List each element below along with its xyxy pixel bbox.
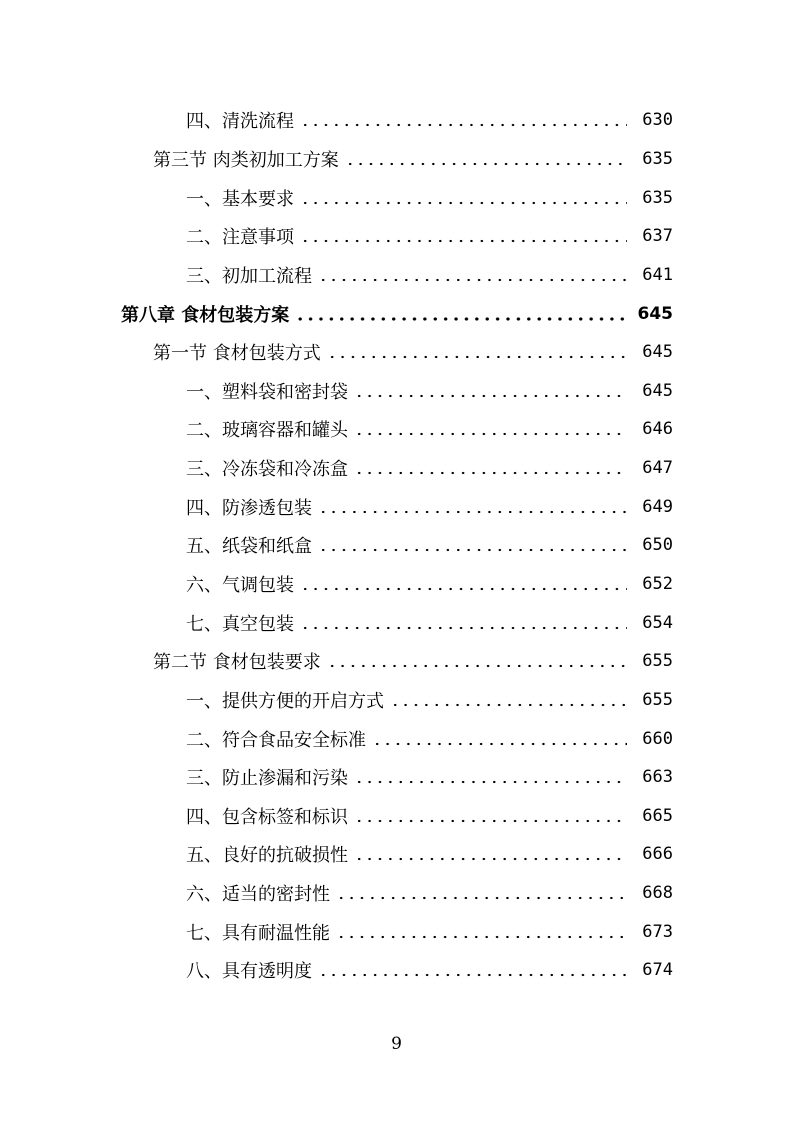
toc-chapter-entry[interactable] xyxy=(0,294,793,333)
toc-entry-title: 一、提供方便的开启方式 xyxy=(186,690,384,712)
toc-entry-page: 674 xyxy=(642,960,673,981)
toc-entry-title: 一、塑料袋和密封袋 xyxy=(186,381,348,403)
toc-entry-title: 三、冷冻袋和冷冻盒 xyxy=(186,459,348,481)
toc-entry-page: 668 xyxy=(642,883,673,904)
toc-dot-leader xyxy=(354,768,627,786)
toc-dot-leader xyxy=(318,498,627,516)
toc-entry[interactable] xyxy=(0,487,793,526)
toc-entry[interactable] xyxy=(0,681,793,720)
page-number: 9 xyxy=(391,1034,402,1054)
toc-entry[interactable] xyxy=(0,912,793,951)
toc-entry-title: 第一节 食材包装方式 xyxy=(153,343,321,365)
toc-entry[interactable] xyxy=(0,874,793,913)
toc-dot-leader xyxy=(300,189,627,207)
toc-entry-title: 第三节 肉类初加工方案 xyxy=(153,149,339,171)
toc-dot-leader xyxy=(345,150,627,168)
toc-entry[interactable] xyxy=(0,565,793,604)
toc-entry-title: 第二节 食材包装要求 xyxy=(153,652,321,674)
toc-entry-title: 第八章 食材包装方案 xyxy=(121,304,290,326)
toc-entry[interactable] xyxy=(0,101,793,140)
toc-entry[interactable] xyxy=(0,371,793,410)
toc-entry-title: 六、气调包装 xyxy=(186,575,294,596)
toc-dot-leader xyxy=(354,459,627,477)
toc-dot-leader xyxy=(336,884,627,902)
toc-dot-leader xyxy=(318,536,627,554)
toc-entry-page: 673 xyxy=(642,921,673,942)
toc-entry-page: 666 xyxy=(642,844,673,865)
toc-entry-page: 645 xyxy=(642,342,673,363)
toc-dot-leader xyxy=(336,923,627,941)
toc-dot-leader xyxy=(300,111,627,129)
toc-entry[interactable] xyxy=(0,835,793,874)
toc-entry-title: 三、初加工流程 xyxy=(186,265,312,287)
toc-entry-title: 二、玻璃容器和罐头 xyxy=(186,420,348,442)
toc-entry-title: 六、适当的密封性 xyxy=(186,884,330,906)
toc-entry-title: 四、包含标签和标识 xyxy=(186,806,348,828)
toc-entry[interactable] xyxy=(0,410,793,449)
toc-entry-title: 一、基本要求 xyxy=(186,188,294,210)
toc-dot-leader xyxy=(354,420,627,438)
toc-dot-leader xyxy=(372,730,627,748)
toc-entry-page: 649 xyxy=(642,496,673,517)
toc-entry-title: 二、符合食品安全标准 xyxy=(186,729,366,751)
toc-entry-page: 630 xyxy=(642,110,673,131)
toc-dot-leader xyxy=(300,575,627,593)
toc-entry-page: 663 xyxy=(642,767,673,788)
toc-entry[interactable] xyxy=(0,449,793,488)
toc-entry-page: 655 xyxy=(642,689,673,710)
toc-entry[interactable] xyxy=(0,178,793,217)
toc-entry-title: 七、真空包装 xyxy=(186,613,294,635)
toc-entry-page: 665 xyxy=(642,805,673,826)
toc-entry-page: 635 xyxy=(642,187,673,208)
toc-entry-page: 635 xyxy=(642,148,673,169)
toc-entry[interactable] xyxy=(0,256,793,295)
toc-dot-leader xyxy=(295,305,627,323)
toc-entry-page: 645 xyxy=(637,303,673,324)
toc-entry-title: 七、具有耐温性能 xyxy=(186,922,330,944)
toc-entry[interactable] xyxy=(0,797,793,836)
toc-entry[interactable] xyxy=(0,719,793,758)
toc-entry-page: 646 xyxy=(642,419,673,440)
toc-entry-title: 八、具有透明度 xyxy=(186,961,312,983)
toc-entry-title: 五、良好的抗破损性 xyxy=(186,845,348,867)
toc-entry-title: 四、清洗流程 xyxy=(186,111,294,133)
toc-dot-leader xyxy=(300,227,627,245)
toc-entry[interactable] xyxy=(0,526,793,565)
toc-entry[interactable] xyxy=(0,217,793,256)
toc-entry-title: 二、注意事项 xyxy=(186,227,294,249)
toc-entry[interactable] xyxy=(0,603,793,642)
toc-entry[interactable] xyxy=(0,758,793,797)
toc-dot-leader xyxy=(327,652,627,670)
table-of-contents xyxy=(0,101,793,990)
toc-dot-leader xyxy=(354,845,627,863)
toc-entry-page: 637 xyxy=(642,226,673,247)
toc-entry-title: 五、纸袋和纸盒 xyxy=(186,536,312,558)
toc-dot-leader xyxy=(300,614,627,632)
toc-entry-page: 652 xyxy=(642,574,673,594)
toc-dot-leader xyxy=(390,691,627,709)
toc-entry-page: 645 xyxy=(642,380,673,401)
toc-entry-title: 三、防止渗漏和污染 xyxy=(186,768,348,790)
toc-entry-page: 655 xyxy=(642,651,673,672)
toc-dot-leader xyxy=(354,807,627,825)
toc-dot-leader xyxy=(327,343,627,361)
toc-dot-leader xyxy=(318,961,627,979)
toc-entry[interactable] xyxy=(0,951,793,990)
toc-entry-page: 650 xyxy=(642,535,673,556)
toc-entry-page: 641 xyxy=(642,264,673,285)
toc-entry-page: 654 xyxy=(642,612,673,633)
toc-entry-page: 647 xyxy=(642,458,673,479)
toc-entry-page: 660 xyxy=(642,728,673,749)
toc-entry[interactable] xyxy=(0,333,793,372)
toc-entry[interactable] xyxy=(0,642,793,681)
toc-entry-title: 四、防渗透包装 xyxy=(186,497,312,519)
toc-entry[interactable] xyxy=(0,140,793,179)
toc-dot-leader xyxy=(318,266,627,284)
toc-dot-leader xyxy=(354,382,627,400)
